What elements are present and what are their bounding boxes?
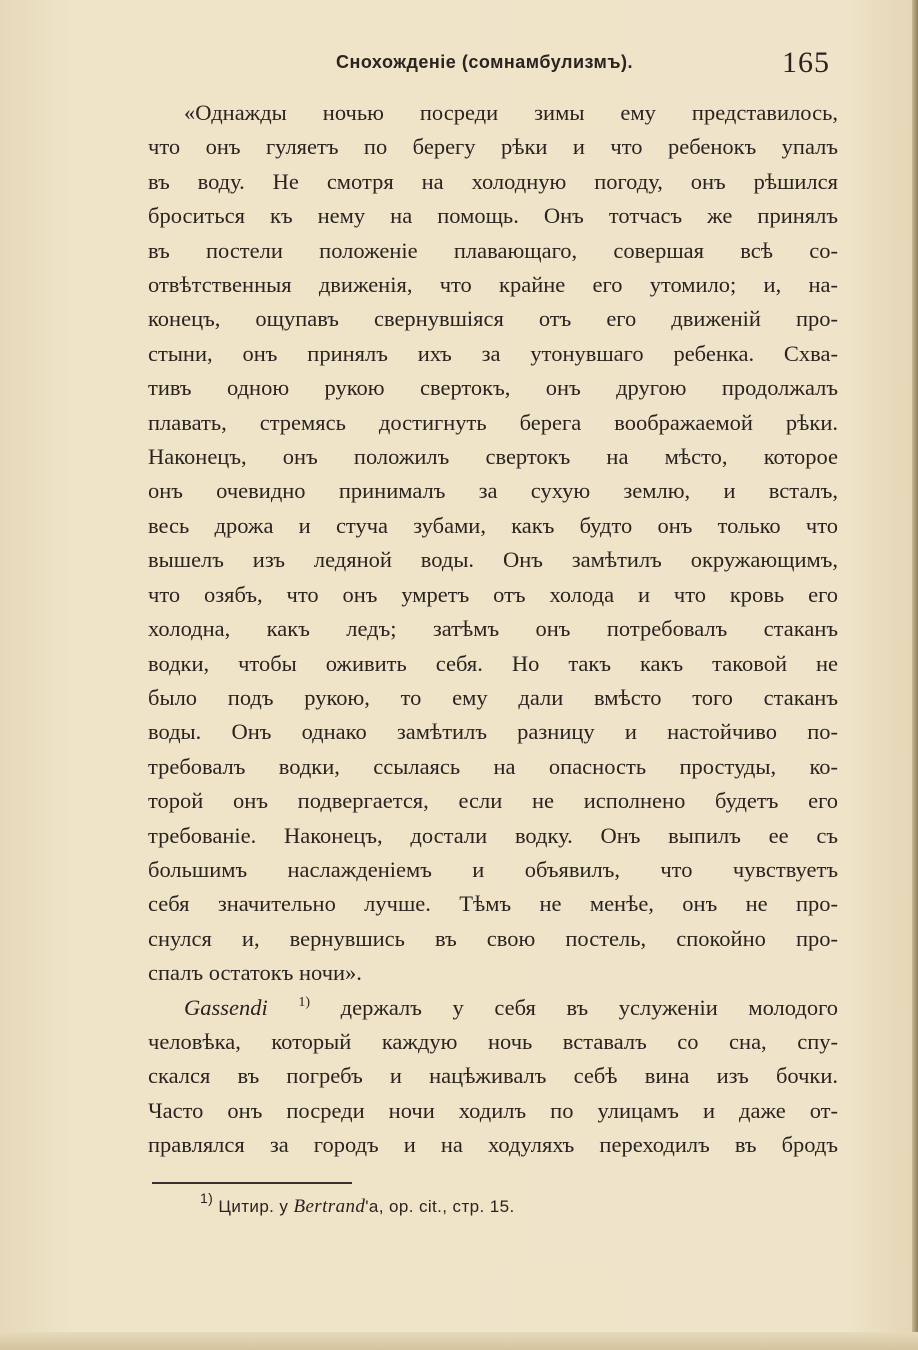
text-line: что онъ гуляетъ по берегу рѣки и что ребенокъ упалъ [148,134,838,160]
text-line: Часто онъ посреди ночи ходилъ по улицамъ и даже от- [148,1097,838,1123]
text-line: спалъ остатокъ ночи». [148,960,362,986]
paragraph-2-first-line [148,991,838,1025]
text-line: весь дрожа и стуча зубами, какъ будто онъ только что [148,512,838,538]
text-line: въ постели положеніе плавающаго, совершая всѣ со- [148,237,838,263]
text-line: «Однажды ночью посреди зимы ему представилось, [184,100,838,125]
text-line: снулся и, вернувшись въ свою постель, спокойно про- [148,925,838,951]
text-line: правлялся за городъ и на ходуляхъ переходилъ въ бродъ [148,1132,838,1158]
text-line: Наконецъ, онъ положилъ свертокъ на мѣсто, которое [148,444,838,470]
text-line: торой онъ подвергается, если не исполнено будетъ его [148,788,838,814]
text-line: человѣка, который каждую ночь вставалъ со сна, спу- [148,1028,838,1054]
text-line: стыни, онъ принялъ ихъ за утонувшаго ребенка. Схва- [148,340,838,366]
text-line: требованіе. Наконецъ, достали водку. Онъ выпилъ ее съ [148,822,838,848]
text-line: плавать, стремясь достигнуть берега воображаемой рѣки. [148,409,838,435]
text-line: холодна, какъ ледъ; затѣмъ онъ потребовалъ стаканъ [148,616,838,642]
body-text [148,96,838,1163]
text-line: большимъ наслажденіемъ и объявилъ, что чувствуетъ [148,856,838,882]
text-span: держалъ у себя въ услуженіи молодого [340,994,838,1020]
footnote-divider [152,1182,352,1184]
footnote-prefix: Цитир. у [218,1197,289,1216]
cited-name-gassendi: Gassendi [184,994,268,1020]
text-line: отвѣтственныя движенія, что крайне его утомило; и, на- [148,272,838,298]
footnote [200,1190,515,1218]
running-head [148,46,838,86]
text-line: скался въ погребъ и нацѣживалъ себѣ вина изъ бочки. [148,1063,838,1089]
text-line: что озябъ, что онъ умретъ отъ холода и что кровь его [148,581,838,607]
text-line: требовалъ водки, ссылаясь на опасность простуды, ко- [148,753,838,779]
footnote-ref: 1) [298,994,311,1010]
text-line: себя значительно лучше. Тѣмъ не менѣе, онъ не про- [148,891,838,917]
footnote-mark: 1) [200,1190,214,1206]
text-line: въ воду. Не смотря на холодную погоду, онъ рѣшился [148,168,838,194]
text-line: тивъ одною рукою свертокъ, онъ другою продолжалъ [148,375,838,401]
footnote-suffix: 'a, op. cit., стр. 15. [365,1197,515,1216]
page-edge-shadow [912,0,918,1350]
text-line: броситься къ нему на помощь. Онъ тотчасъ же принялъ [148,203,838,229]
running-title: Снохожденіе (сомнамбулизмъ). [336,52,633,72]
text-line: конецъ, ощупавъ свернувшіяся отъ его движеній про- [148,306,838,332]
page-bottom-edge [0,1332,918,1350]
text-line: онъ очевидно принималъ за сухую землю, и всталъ, [148,478,838,504]
page-number: 165 [782,46,830,79]
footnote-author: Bertrand [293,1196,366,1217]
text-line: водки, чтобы оживить себя. Но такъ какъ таковой не [148,650,838,676]
text-line: вышелъ изъ ледяной воды. Онъ замѣтилъ окружающимъ, [148,547,838,573]
text-line: было подъ рукою, то ему дали вмѣсто того стаканъ [148,684,838,710]
text-line: воды. Онъ однако замѣтилъ разницу и настойчиво по- [148,719,838,745]
